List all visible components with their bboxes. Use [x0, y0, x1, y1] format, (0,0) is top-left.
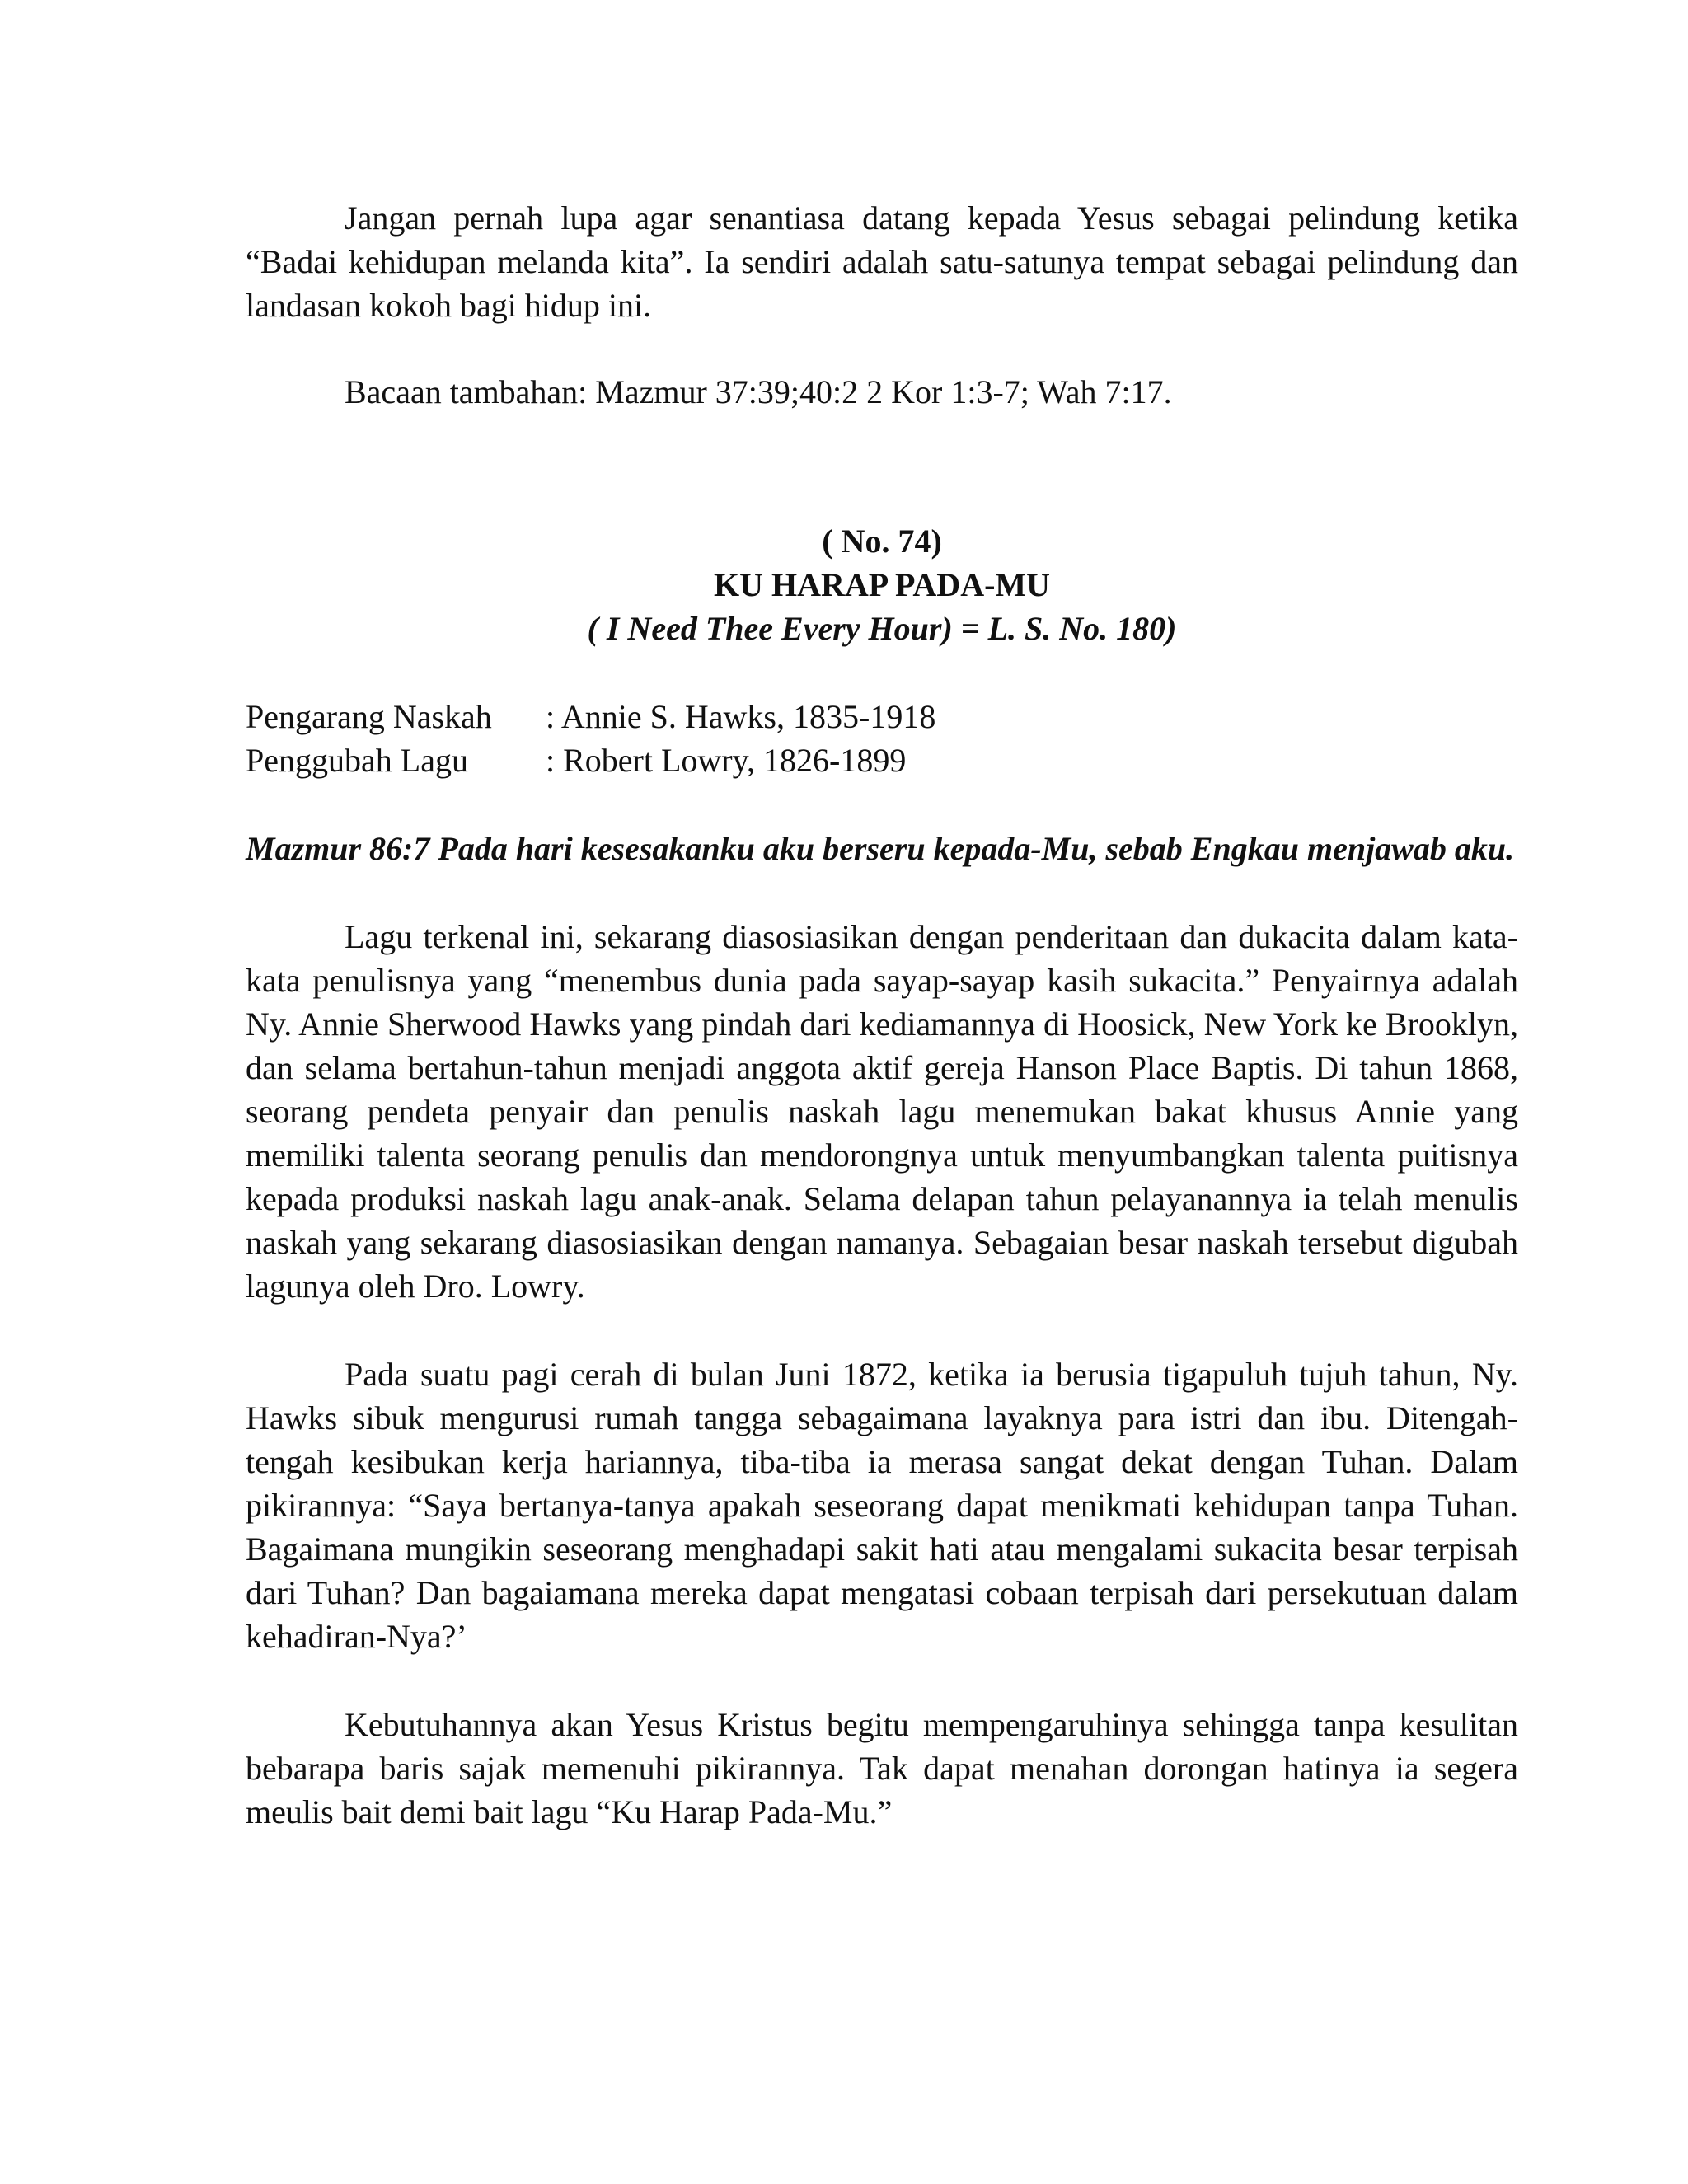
page-content — [246, 196, 1518, 1834]
additional-reading: Bacaan tambahan: Mazmur 37:39;40:2 2 Kor 1:3-7; Wah 7:17. — [345, 373, 1172, 410]
scripture-verse: Mazmur 86:7 Pada hari kesesakanku aku berseru kepada-Mu, sebab Engkau menjawab aku. — [246, 830, 1515, 867]
body-paragraph-3: Kebutuhannya akan Yesus Kristus begitu mempengaruhinya sehingga tanpa kesulitan bebarapa baris sajak memenuhi pikirannya. Tak dapat menahan dorongan hatinya ia segera meulis bait demi bait lagu “Ku Harap Pada-Mu.” — [246, 1706, 1518, 1830]
hymn-title: KU HARAP PADA-MU — [713, 566, 1051, 603]
composer-row — [246, 738, 1518, 782]
hymn-credits — [246, 695, 1518, 782]
composer-value: : Robert Lowry, 1826-1899 — [546, 742, 907, 779]
hymn-english-title: ( I Need Thee Every Hour) = L. S. No. 180) — [587, 610, 1177, 647]
intro-paragraph: Jangan pernah lupa agar senantiasa datang kepada Yesus sebagai pelindung ketika “Badai kehidupan melanda kita”. Ia sendiri adalah satu-satunya tempat sebagai pelindung dan landasan kokoh bagi hidup ini. — [246, 199, 1518, 324]
author-label: Pengarang Naskah — [246, 698, 492, 735]
author-row — [246, 695, 1518, 738]
body-paragraph-2: Pada suatu pagi cerah di bulan Juni 1872, ketika ia berusia tigapuluh tujuh tahun, Ny. Hawks sibuk mengurusi rumah tangga sebagaimana layaknya para istri dan ibu. Ditengah-tengah kesibukan kerja hariannya, tiba-tiba ia merasa sangat dekat dengan Tuhan. Dalam pikirannya: “Saya bertanya-tanya apakah seseorang dapat menikmati kehidupan tanpa Tuhan. Bagaimana mungikin seseorang menghadapi sakit hati atau mengalami sukacita besar terpisah dari Tuhan? Dan bagaiamana mereka dapat mengatasi cobaan terpisah dari persekutuan dalam kehadiran-Nya?’ — [246, 1356, 1518, 1655]
body-paragraph-1: Lagu terkenal ini, sekarang diasosiasikan dengan penderitaan dan dukacita dalam kata-kata penulisnya yang “menembus dunia pada sayap-sayap kasih sukacita.” Penyairnya adalah Ny. Annie Sherwood Hawks yang pindah dari kediamannya di Hoosick, New York ke Brooklyn, dan selama bertahun-tahun menjadi anggota aktif gereja Hanson Place Baptis. Di tahun 1868, seorang pendeta penyair dan penulis naskah lagu menemukan bakat khusus Annie yang memiliki talenta seorang penulis dan mendorongnya untuk menyumbangkan talenta puitisnya kepada produksi naskah lagu anak-anak. Selama delapan tahun pelayanannya ia telah menulis naskah yang sekarang diasosiasikan dengan namanya. Sebagaian besar naskah tersebut digubah lagunya oleh Dro. Lowry. — [246, 918, 1518, 1305]
hymn-number: ( No. 74) — [822, 523, 942, 560]
hymn-heading — [246, 519, 1518, 650]
author-value: : Annie S. Hawks, 1835-1918 — [546, 698, 936, 735]
composer-label: Penggubah Lagu — [246, 742, 468, 779]
